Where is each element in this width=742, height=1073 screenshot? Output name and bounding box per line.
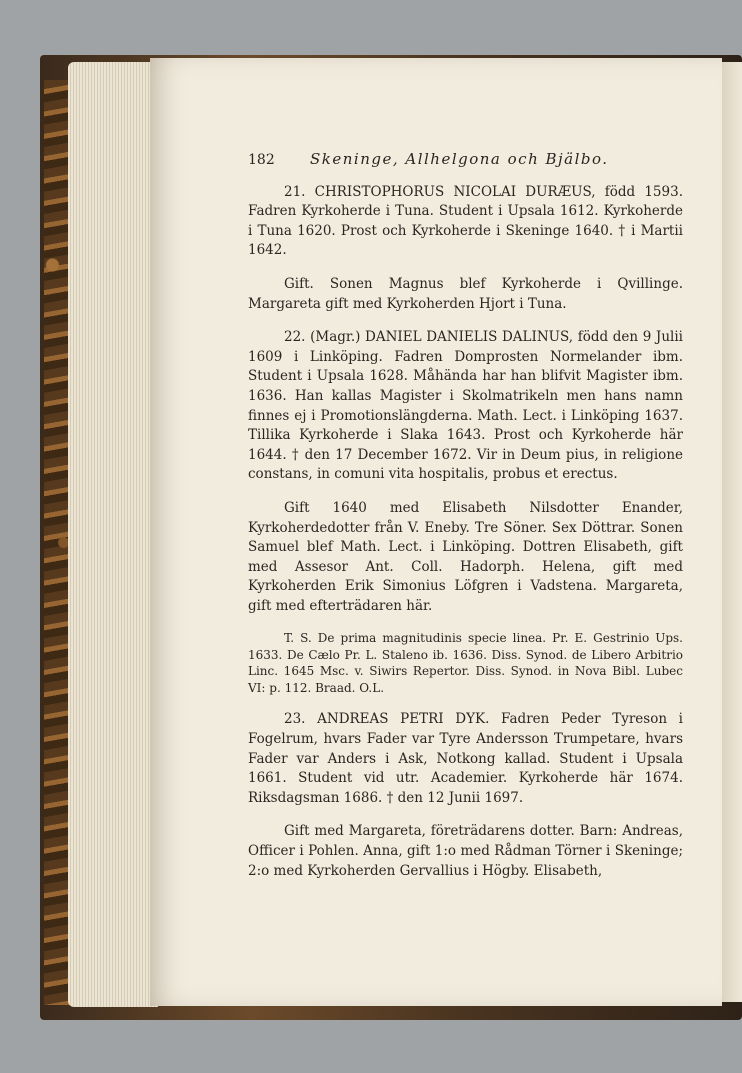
- running-title: Skeninge, Allhelgona och Bjälbo.: [310, 150, 609, 168]
- next-page-edge: [722, 62, 742, 1002]
- entry-21-family: Gift. Sonen Magnus blef Kyrkoherde i Qvillinge. Margareta gift med Kyrkoherden Hjort i Tuna.: [248, 275, 683, 312]
- page-header: [248, 150, 683, 171]
- page-edges: [68, 62, 158, 1007]
- entry-23: 23. ANDREAS PETRI DYK. Fadren Peder Tyreson i Fogelrum, hvars Fader var Tyre Andersson Trumpetare, hvars Fader var Anders i Ask, Notkong kallad. Student i Upsala 1661. Student vid utr. Academier. Kyrkoherde här 1674. Riksdagsman 1686. † den 12 Junii 1697.: [248, 711, 683, 806]
- page-number: 182: [248, 152, 275, 168]
- entry-21: 21. CHRISTOPHORUS NICOLAI DURÆUS, född 1593. Fadren Kyrkoherde i Tuna. Student i Upsala 1612. Kyrkoherde i Tuna 1620. Prost och Kyrkoherde i Skeninge 1640. † i Martii 1642.: [248, 183, 683, 259]
- page-content: [248, 150, 683, 881]
- entry-22-family: Gift 1640 med Elisabeth Nilsdotter Enander, Kyrkoherdedotter från V. Eneby. Tre Söner. Sex Döttrar. Sonen Samuel blef Math. Lect. i Linköping. Dottren Elisabeth, gift med Assesor Ant. Coll. Hadorph. Helena, gift med Kyrkoherden Erik Simonius Löfgren i Vadstena. Margareta, gift med efterträdaren här.: [248, 499, 683, 614]
- entry-22: 22. (Magr.) DANIEL DANIELIS DALINUS, född den 9 Julii 1609 i Linköping. Fadren Domprosten Normelander ibm. Student i Upsala 1628. Måhända har han blifvit Magister ibm. 1636. Han kallas Magister i Skolmatrikeln men hans namn finnes ej i Promotionslängderna. Math. Lect. i Linköping 1637. Tillika Kyrkoherde i Slaka 1643. Prost och Kyrkoherde här 1644. † den 17 December 1672. Vir in Deum pius, in religione constans, in comuni vita hospitalis, probus et erectus.: [248, 329, 683, 483]
- entry-22-works: T. S. De prima magnitudinis specie linea. Pr. E. Gestrinio Ups. 1633. De Cælo Pr. L. Staleno ib. 1636. Diss. Synod. de Libero Arbitrio Linc. 1645 Msc. v. Siwirs Repertor. Diss. Synod. in Nova Bibl. Lubec VI: p. 112. Braad. O.L.: [248, 631, 683, 695]
- entry-23-family: Gift med Margareta, företrädarens dotter. Barn: Andreas, Officer i Pohlen. Anna, gift 1:o med Rådman Törner i Skeninge; 2:o med Kyrkoherden Gervallius i Högby. Elisabeth,: [248, 823, 683, 879]
